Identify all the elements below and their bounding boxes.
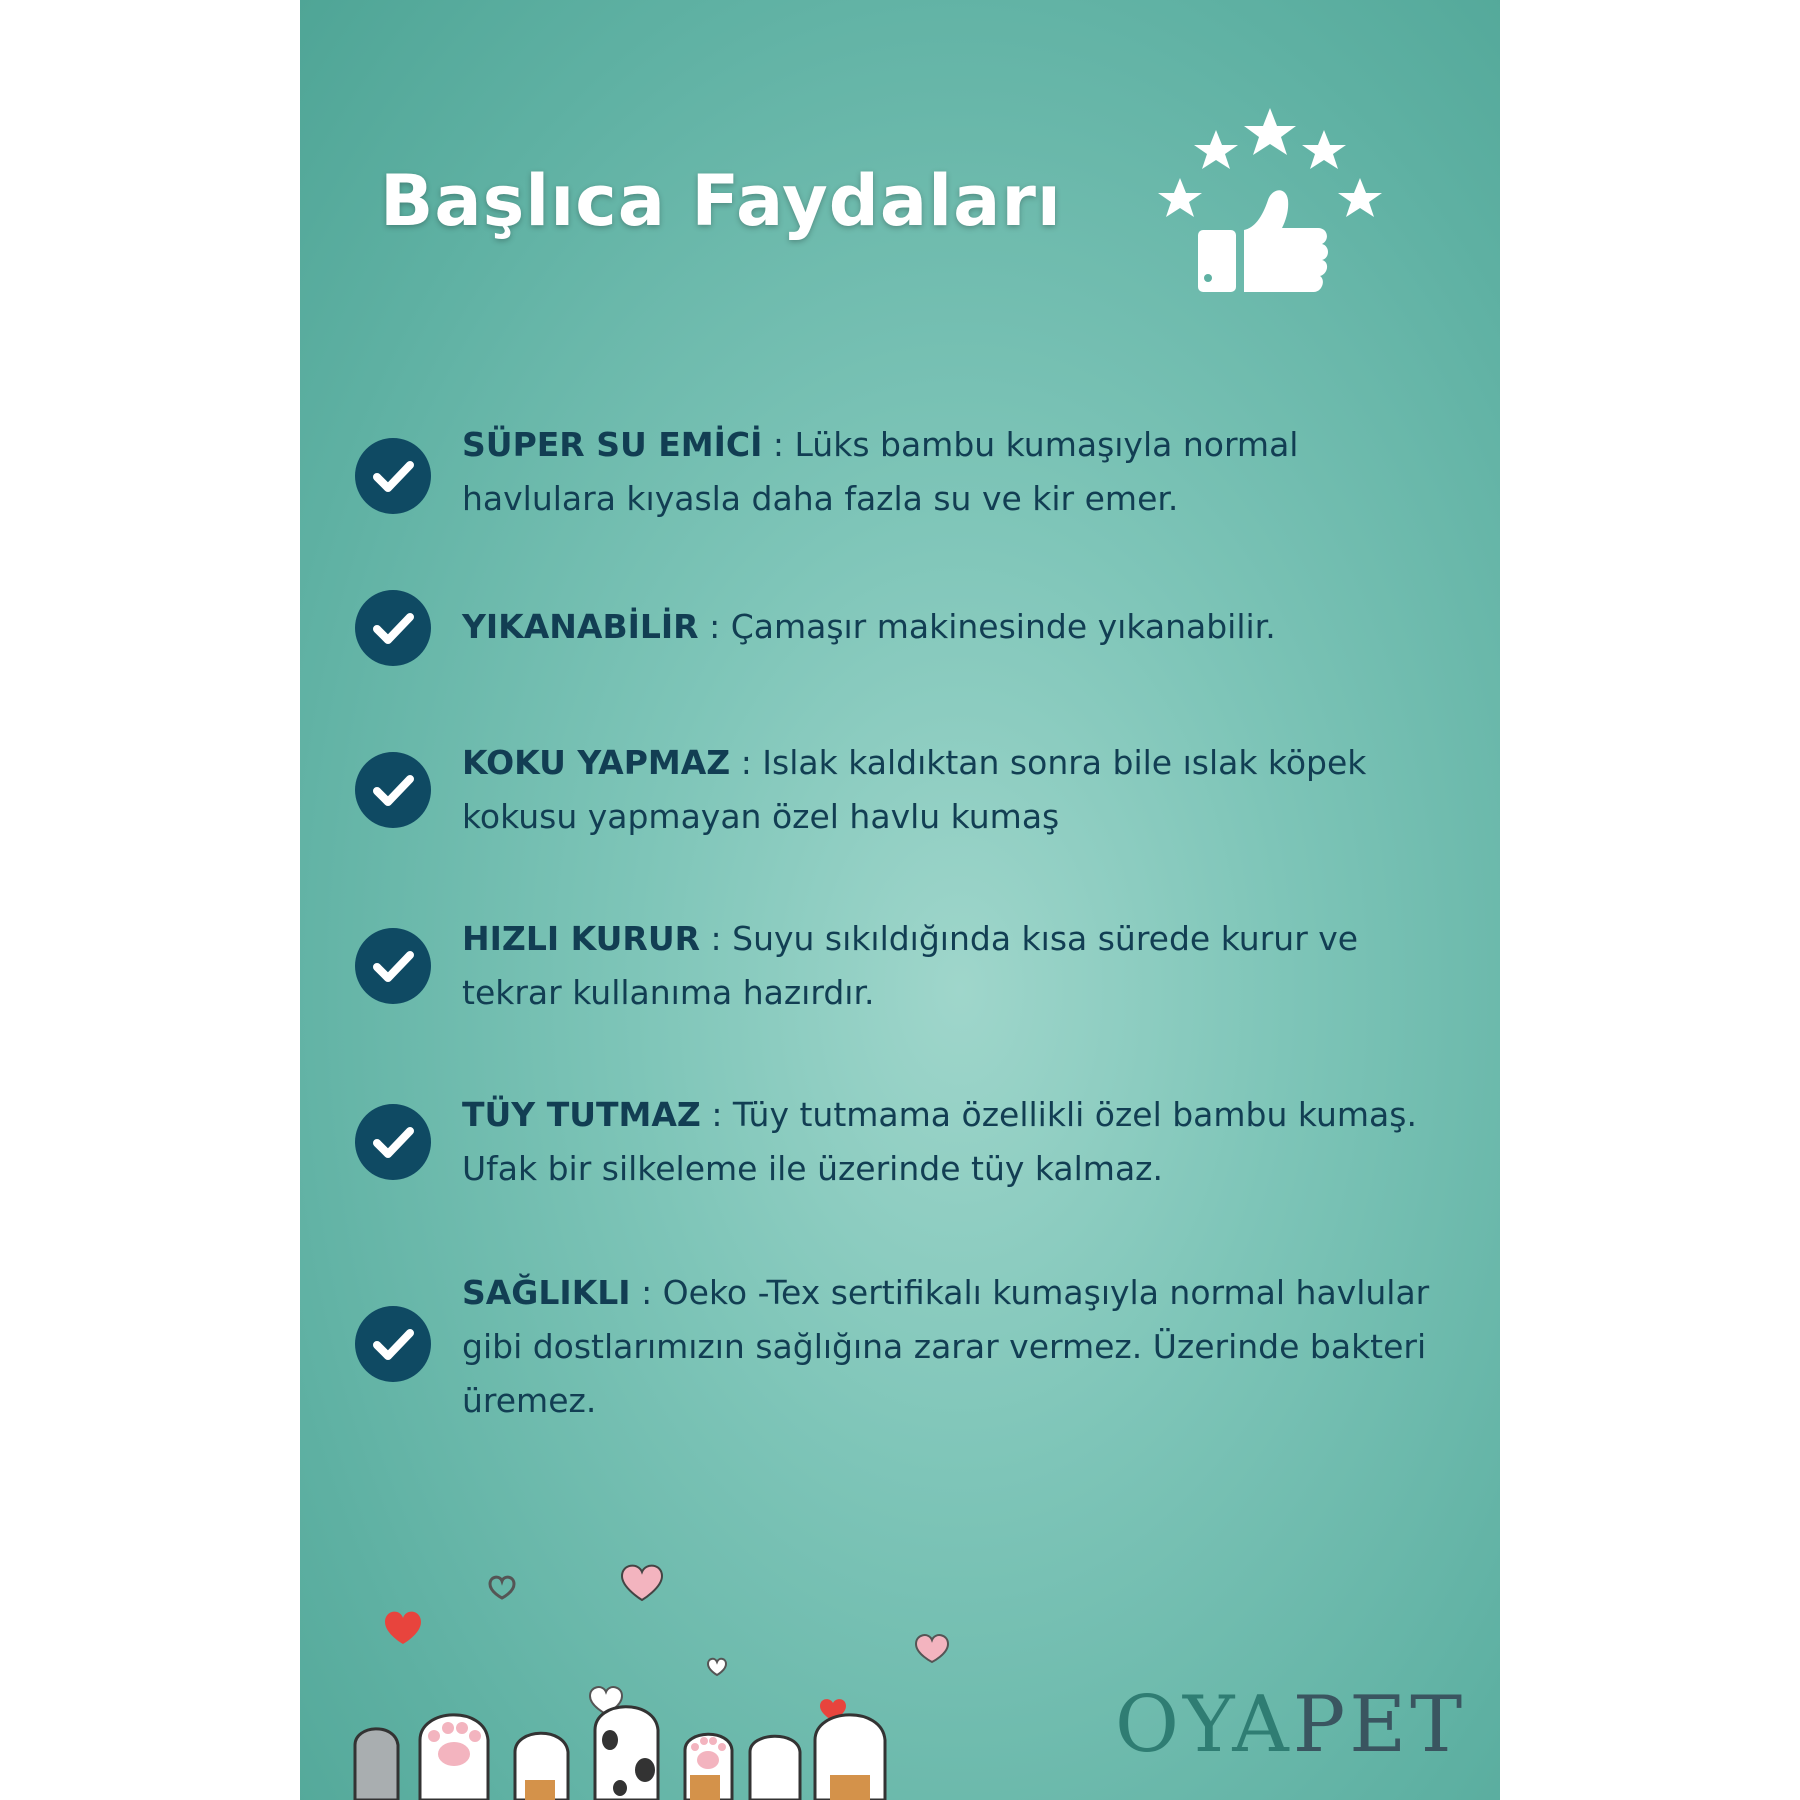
benefit-item-4 — [355, 919, 1465, 1038]
benefit-text — [462, 600, 1462, 654]
benefit-description: : Suyu sıkıldığında kısa sürede kurur ve tekrar kullanıma hazırdır. — [462, 919, 1359, 1012]
info-panel — [300, 0, 1500, 1800]
benefit-item-1 — [355, 425, 1465, 542]
benefit-text — [462, 736, 1462, 844]
brand-logo — [1115, 1680, 1466, 1770]
benefit-description: : Tüy tutmama özellikli özel bambu kumaş. Ufak bir silkeleme ile üzerinde tüy kalmaz. — [462, 1095, 1417, 1188]
logo-part-pet: PET — [1292, 1680, 1467, 1770]
benefit-label: TÜY TUTMAZ — [462, 1095, 701, 1134]
check-icon — [355, 1306, 431, 1382]
heart-icon — [385, 1612, 421, 1644]
benefit-text — [462, 1088, 1462, 1196]
benefit-item-2 — [355, 590, 1465, 670]
logo-part-oya: OYA — [1115, 1680, 1293, 1770]
benefit-label: SÜPER SU EMİCİ — [462, 425, 763, 464]
benefit-label: SAĞLIKLI — [462, 1273, 631, 1312]
benefit-label: HIZLI KURUR — [462, 919, 701, 958]
benefit-description: : Çamaşır makinesinde yıkanabilir. — [698, 607, 1276, 646]
check-icon — [355, 752, 431, 828]
page-title: Başlıca Faydaları — [380, 160, 1062, 242]
benefit-text — [462, 912, 1462, 1020]
benefit-item-5 — [355, 1095, 1465, 1214]
check-icon — [355, 590, 431, 666]
benefit-description: : Oeko -Tex sertifikalı kumaşıyla normal havlular gibi dostlarımızın sağlığına zarar vermez. Üzerinde bakteri üremez. — [462, 1273, 1430, 1420]
benefit-text — [462, 1266, 1462, 1428]
check-icon — [355, 928, 431, 1004]
check-icon — [355, 1104, 431, 1180]
five-star-thumbs-up-icon — [1150, 100, 1390, 300]
benefit-text — [462, 418, 1462, 526]
benefit-label: YIKANABİLİR — [462, 607, 699, 646]
benefit-item-6 — [355, 1273, 1465, 1466]
check-icon — [355, 438, 431, 514]
benefit-description: : Lüks bambu kumaşıyla normal havlulara kıyasla daha fazla su ve kir emer. — [462, 425, 1299, 518]
benefit-label: KOKU YAPMAZ — [462, 743, 731, 782]
benefit-description: : Islak kaldıktan sonra bile ıslak köpek kokusu yapmayan özel havlu kumaş — [462, 743, 1367, 836]
benefit-item-3 — [355, 743, 1465, 862]
